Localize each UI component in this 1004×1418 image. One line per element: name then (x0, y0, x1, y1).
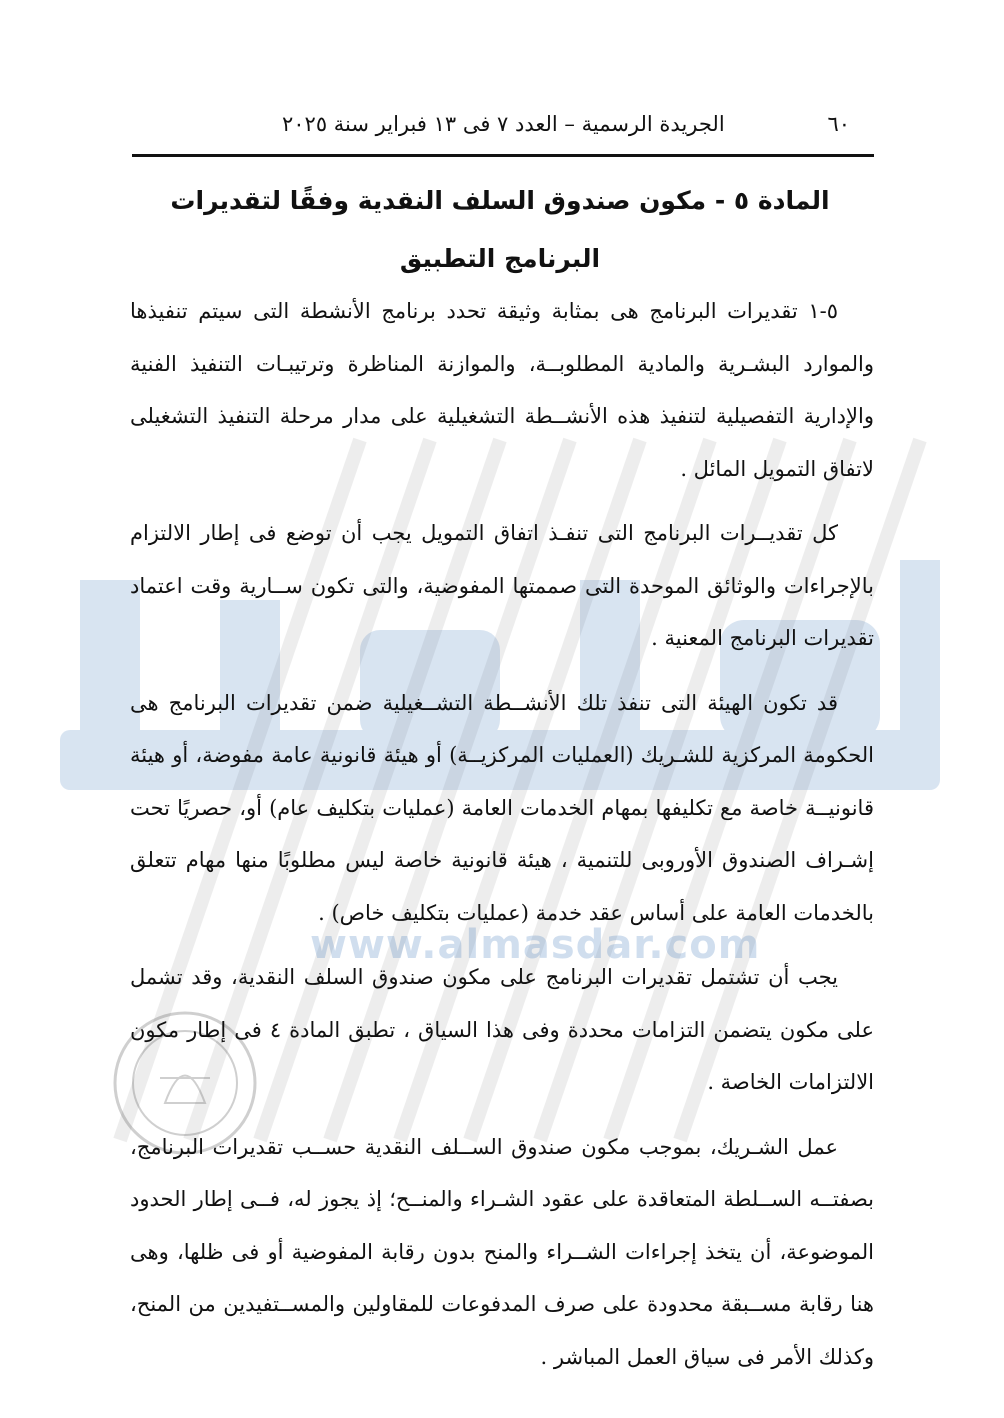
paragraph: يجب أن تشتمل تقديرات البرنامج على مكون صندوق السلف النقدية، وقد تشمل على مكون يتضمن التزامات محددة وفى هذا السياق ، تطبق المادة ٤ فى إطار مكون الالتزامات الخاصة . (130, 965, 875, 1094)
paragraph: ٥-١ تقديرات البرنامج هى بمثابة وثيقة تحدد برنامج الأنشطة التى سيتم تنفيذها والموارد البشـرية والمادية المطلوبــة، والموازنة المناظرة وترتيبـات التنفيذ الفنية والإدارية التفصيلية لتنفيذ هذه الأنشــطة التشغيلية على مدار مرحلة التنفيذ التشغيلى لاتفاق التمويل المائل . (130, 299, 874, 481)
paragraph: قد تكون الهيئة التى تنفذ تلك الأنشــطة التشــغيلية ضمن تقديرات البرنامج هى الحكومة المركزية للشـريك (العمليات المركزيــة) أو هيئة قانونية عامة مفوضة، أو هيئة قانونيــة خاصة مع تكليفها بمهام الخدمات العامة (عمليات بتكليف عام) أو، حصريًا تحت إشـراف الصندوق الأوروبى للتنمية ، هيئة قانونية خاصة ليس مطلوبًا منها مهام تتعلق بالخدمات العامة على أساس عقد خدمة (عمليات بتكليف خاص) . (130, 690, 874, 925)
running-title: الجريدة الرسمية – العدد ٧ فى ١٣ فبراير سنة ٢٠٢٥ (282, 112, 725, 136)
article-body (130, 285, 874, 1395)
page-header (132, 112, 872, 148)
paragraph: عمل الشـريك، بموجب مكون صندوق الســلف النقدية حســب تقديرات البرنامج، بصفتــه الســلطة المتعاقدة على عقود الشـراء والمنــح؛ إذ يجوز له، فــى إطار الحدود الموضوعة، أن يتخذ إجراءات الشــراء والمنح بدون رقابة المفوضية أو فى ظلها، وهى هنا رقابة مســبقة محدودة على صرف المدفوعات للمقاولين والمســتفيدين من المنح، وكذلك الأمر فى سياق العمل المباشر . (130, 1134, 874, 1369)
watermark-url: www.almasdar.com (310, 922, 761, 968)
page-number: ٦٠ (827, 112, 850, 136)
article-title: المادة ٥ - مكون صندوق السلف النقدية وفقًا لتقديرات البرنامج التطبيق (170, 186, 830, 273)
header-divider (132, 154, 874, 157)
paragraph: كل تقديــرات البرنامج التى تنفـذ اتفاق التمويل يجب أن توضع فى إطار الالتزام بالإجراءات والوثائق الموحدة التى صممتها المفوضية، والتى تكون ســارية وقت اعتماد تقديرات البرنامج المعنية . (130, 521, 874, 650)
